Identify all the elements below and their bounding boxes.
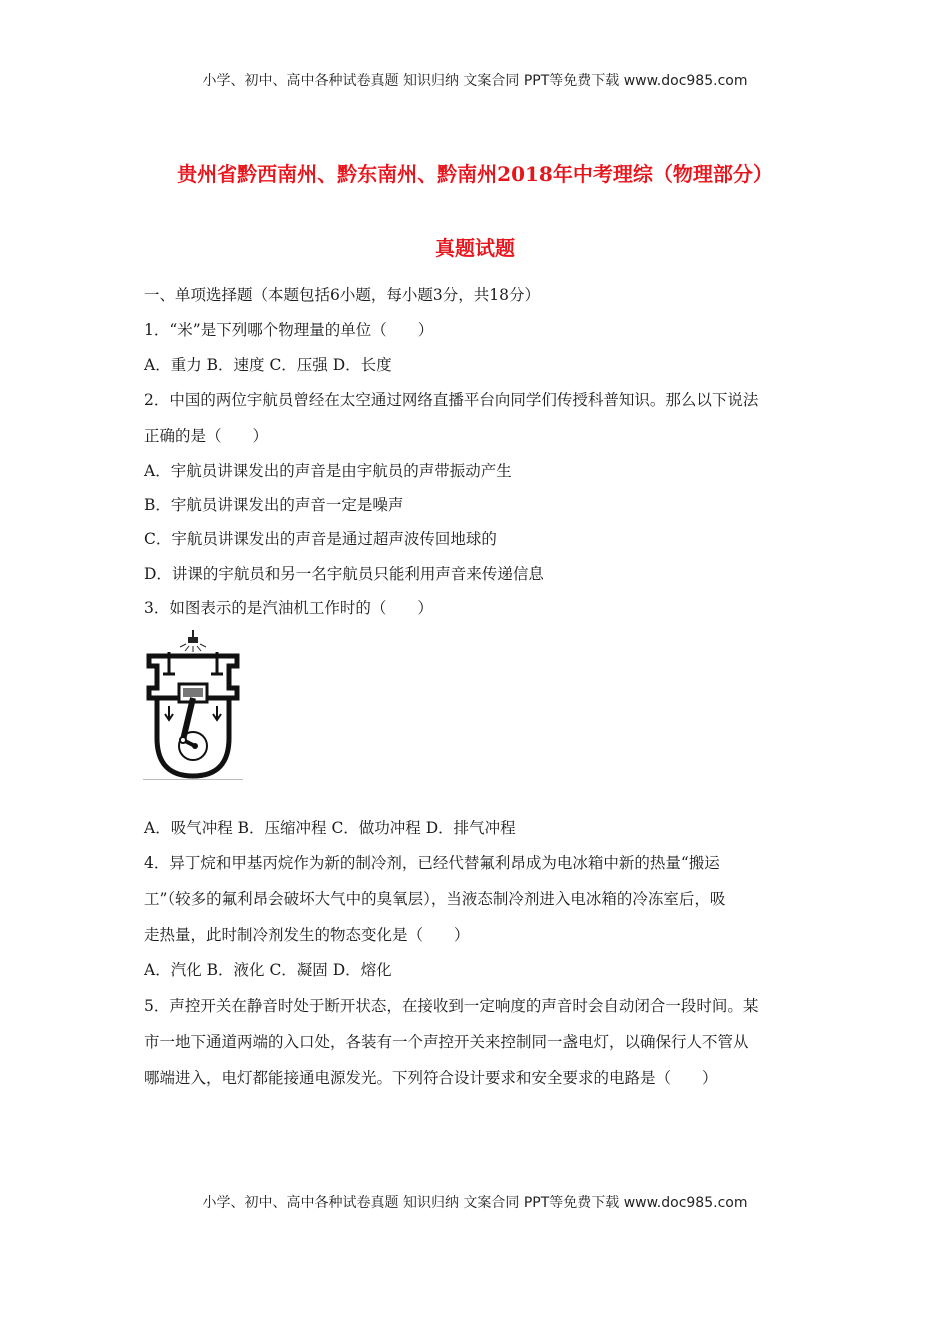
question-2-option-d: D．讲课的宇航员和另一名宇航员只能利用声音来传递信息: [144, 565, 544, 583]
question-5-line-3: 哪端进入，电灯都能接通电源发光。下列符合设计要求和安全要求的电路是（ ）: [144, 1069, 718, 1087]
document-title: 贵州省黔西南州、黔东南州、黔南州2018年中考理综（物理部分）: [177, 162, 773, 186]
question-4-line-1: 4．异丁烷和甲基丙烷作为新的制冷剂，已经代替氟利昂成为电冰箱中新的热量“搬运: [144, 854, 720, 872]
page-footer: 小学、初中、高中各种试卷真题 知识归纳 文案合同 PPT等免费下载 www.doc985.com: [202, 1195, 748, 1211]
section-heading: 一、单项选择题（本题包括6小题，每小题3分，共18分）: [144, 286, 540, 304]
question-3-options: A．吸气冲程 B．压缩冲程 C．做功冲程 D．排气冲程: [144, 819, 516, 837]
question-2-line-2: 正确的是（ ）: [144, 427, 269, 445]
page-header: 小学、初中、高中各种试卷真题 知识归纳 文案合同 PPT等免费下载 www.doc985.com: [202, 73, 748, 89]
question-5-line-1: 5．声控开关在静音时处于断开状态，在接收到一定响度的声音时会自动闭合一段时间。某: [144, 997, 759, 1015]
question-1: 1．“米”是下列哪个物理量的单位（ ）: [144, 321, 434, 339]
engine-cylinder-figure: [143, 628, 243, 780]
question-5-line-2: 市一地下通道两端的入口处，各装有一个声控开关来控制同一盏电灯，以确保行人不管从: [144, 1033, 749, 1051]
document-subtitle: 真题试题: [435, 236, 515, 260]
question-2-line-1: 2．中国的两位宇航员曾经在太空通过网络直播平台向同学们传授科普知识。那么以下说法: [144, 391, 759, 409]
question-2-option-b: B．宇航员讲课发出的声音一定是噪声: [144, 496, 404, 514]
question-4-line-3: 走热量，此时制冷剂发生的物态变化是（ ）: [144, 926, 470, 944]
question-2-option-c: C．宇航员讲课发出的声音是通过超声波传回地球的: [144, 530, 497, 548]
question-4-line-2: 工”（较多的氟利昂会破坏大气中的臭氧层），当液态制冷剂进入电冰箱的冷冻室后，吸: [144, 890, 726, 908]
figure-rule: [143, 779, 243, 780]
question-2-option-a: A．宇航员讲课发出的声音是由宇航员的声带振动产生: [144, 462, 512, 480]
question-4-options: A．汽化 B．液化 C．凝固 D．熔化: [144, 961, 392, 979]
question-1-options: A．重力 B．速度 C．压强 D．长度: [144, 356, 392, 374]
question-3: 3．如图表示的是汽油机工作时的（ ）: [144, 599, 433, 617]
